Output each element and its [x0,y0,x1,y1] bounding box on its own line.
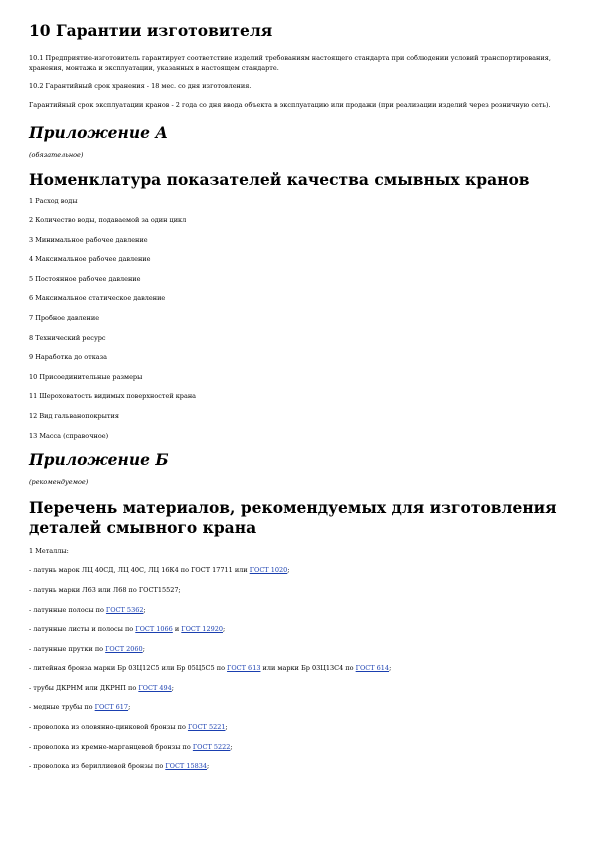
material-line [29,625,565,634]
list-item: 11 Шероховатость видимых поверхностей крана [29,392,197,401]
punctuation: ; [142,644,145,653]
metals-label: 1 Металлы: [29,546,69,555]
list-item: 6 Максимальное статическое давление [29,294,166,303]
material-line [29,762,565,771]
material-line [29,664,565,673]
section-10-title: 10 Гарантии изготовителя [29,21,273,40]
gost-link[interactable]: ГОСТ 2060 [105,644,143,653]
punctuation: ; [230,742,233,751]
punctuation: ; [207,762,210,771]
gost-link[interactable]: ГОСТ 617 [94,703,129,712]
paragraph-warranty-term: Гарантийный срок эксплуатации кранов - 2 года со дня ввода объекта в эксплуатацию или продажи (при реализации изделий через розничную сеть). [29,100,551,109]
list-item: 2 Количество воды, подаваемой за один цикл [29,216,187,225]
material-line [29,566,565,575]
appendix-b-note: (рекомендуемое) [29,478,89,487]
appendix-a-heading: Номенклатура показателей качества смывных кранов [29,169,530,189]
punctuation: ; [287,566,290,575]
gost-link[interactable]: ГОСТ 15834 [165,762,207,771]
gost-link[interactable]: ГОСТ 614 [355,664,390,673]
punctuation: ; [128,703,131,712]
list-item: 1 Расход воды [29,196,78,205]
paragraph-10-2: 10.2 Гарантийный срок хранения - 18 мес. со дня изготовления. [29,82,252,90]
material-line [29,586,565,595]
material-text: - проволока из оловянно-цинковой бронзы по [29,723,188,732]
material-text: - литейная бронза марки Бр 03Ц12С5 или Бр 05Ц5С5 по [29,664,228,673]
punctuation: ; [143,605,146,614]
material-text: - медные трубы по [29,703,95,712]
gost-link[interactable]: ГОСТ 1020 [249,566,288,575]
punctuation: ; [225,723,228,732]
material-line [29,723,565,732]
list-item: 13 Масса (справочное) [29,431,109,440]
material-line [29,743,565,752]
gost-link[interactable]: ГОСТ 12920 [181,625,223,634]
material-text: - латунные полосы по [29,605,106,614]
appendix-a-note: (обязательное) [29,151,84,159]
list-item: 3 Минимальное рабочее давление [29,235,148,244]
appendix-b-heading: Перечень материалов, рекомендуемых для изготовления деталей смывного крана [29,497,557,537]
material-line [29,703,565,712]
material-text: - проволока из кремне-марганцевой бронзы по [29,742,193,751]
punctuation: ; [389,664,392,673]
material-text: - латунь марки Л63 или Л68 по ГОСТ15527; [29,585,181,594]
gost-link[interactable]: ГОСТ 5222 [192,742,231,751]
material-line [29,684,565,693]
list-item: 9 Наработка до отказа [29,353,108,362]
material-text: - трубы ДКРНМ или ДКРНП по [29,683,139,692]
material-text: - латунные листы и полосы по [29,625,136,634]
gost-link[interactable]: ГОСТ 5362 [105,605,144,614]
list-item: 7 Пробное давление [29,314,100,323]
gost-link[interactable]: ГОСТ 5221 [187,723,226,732]
list-item: 5 Постоянное рабочее давление [29,274,141,283]
material-line [29,645,565,654]
material-line [29,606,565,615]
material-text: или марки Бр 03Ц13С4 по [260,664,356,673]
material-text: и [172,625,182,634]
punctuation: ; [171,683,174,692]
gost-link[interactable]: ГОСТ 613 [227,664,261,673]
list-item: 10 Присоединительные размеры [29,372,143,381]
list-item: 4 Максимальное рабочее давление [29,255,151,264]
punctuation: ; [222,625,226,634]
paragraph-10-1: 10.1 Предприятие-изготовитель гарантирует соответствие изделий требованиям настоящего стандарта при соблюдении условий транспортирования, хранения, монтажа и эксплуатации, указанных в настоящем стандарте. [29,54,551,72]
list-item: 8 Технический ресурс [29,333,106,342]
appendix-a-title: Приложение А [29,123,168,142]
materials-list [29,566,565,771]
material-text: - латунь марок ЛЦ 40СД, ЛЦ 40С, ЛЦ 16К4 по ГОСТ 17711 или [29,566,250,575]
gost-link[interactable]: ГОСТ 494 [138,683,172,692]
gost-link[interactable]: ГОСТ 1066 [135,625,173,634]
appendix-b-title: Приложение Б [29,450,169,470]
quality-indicators-list [29,197,565,441]
list-item: 12 Вид гальванопокрытия [29,412,119,421]
material-text: - латунные прутки по [29,644,106,653]
material-text: - проволока из бериллиевой бронзы по [29,762,166,771]
